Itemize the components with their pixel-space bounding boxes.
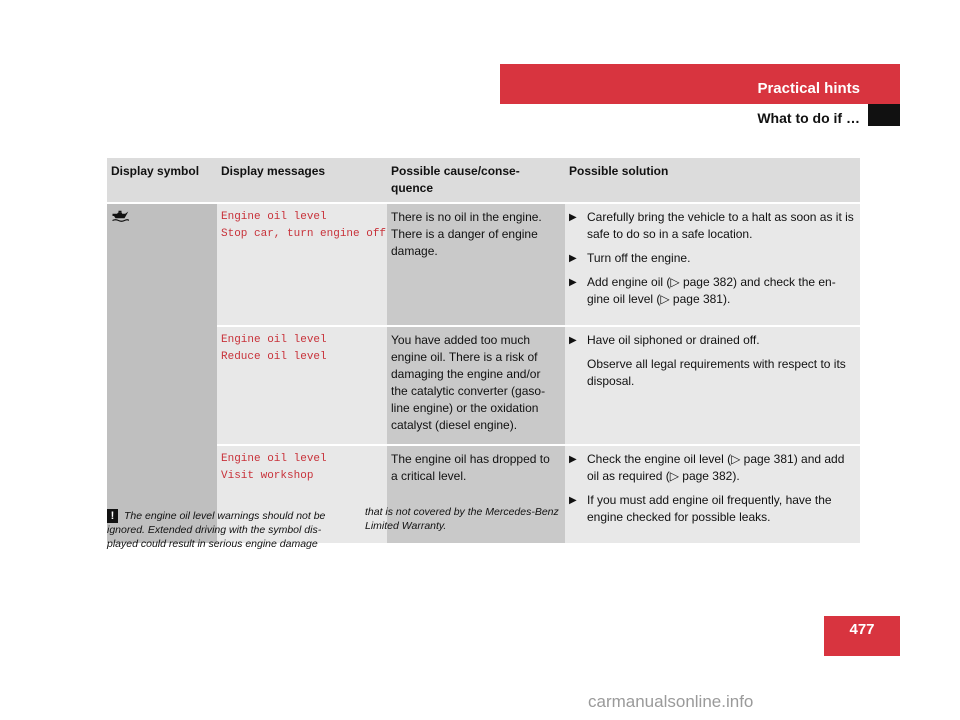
cause-cell: The engine oil has dropped to a critical level. bbox=[387, 445, 565, 543]
message-line: Reduce oil level bbox=[221, 351, 327, 363]
solution-cell bbox=[565, 203, 860, 326]
footnote-text-1: The engine oil level warnings should not be ignored. Extended driving with the symbol dis-played could result in serious engine damage bbox=[107, 510, 326, 550]
watermark: carmanualsonline.info bbox=[588, 692, 754, 711]
solution-text: If you must add engine oil frequently, have the engine checked for possible leaks. bbox=[587, 493, 832, 524]
step-arrow-icon: ▶ bbox=[569, 212, 577, 223]
solution-text: Add engine oil (▷ page 382) and check the en-gine oil level (▷ page 381). bbox=[587, 275, 836, 306]
solution-step bbox=[569, 332, 854, 349]
cause-cell: You have added too much engine oil. There is a risk of damaging the engine and/or the catalytic converter (gaso-line engine) or the oxidation catalyst (diesel engine). bbox=[387, 326, 565, 445]
message-line: Visit workshop bbox=[221, 470, 314, 482]
message-line: Engine oil level bbox=[221, 334, 327, 346]
section-title: Practical hints bbox=[757, 80, 860, 97]
solution-step bbox=[569, 250, 854, 267]
solution-text: Check the engine oil level (▷ page 381) and add oil as required (▷ page 382). bbox=[587, 452, 845, 483]
table-row bbox=[107, 326, 860, 445]
col-header-symbol: Display symbol bbox=[107, 158, 217, 203]
step-arrow-icon: ▶ bbox=[569, 495, 577, 506]
symbol-cell bbox=[107, 203, 217, 543]
footnote-part1 bbox=[107, 509, 347, 551]
step-arrow-icon: ▶ bbox=[569, 277, 577, 288]
solution-step bbox=[569, 209, 854, 243]
footnote-part2: that is not covered by the Mercedes-Benz Limited Warranty. bbox=[365, 506, 559, 532]
message-cell bbox=[217, 326, 387, 445]
solution-cell bbox=[565, 445, 860, 543]
solution-cell bbox=[565, 326, 860, 445]
solution-note: Observe all legal requirements with respect to its disposal. bbox=[587, 357, 846, 388]
step-arrow-icon: ▶ bbox=[569, 253, 577, 264]
solution-text: Have oil siphoned or drained off. bbox=[587, 333, 760, 347]
engine-oil-can-icon bbox=[111, 209, 129, 223]
warning-marker-icon: ! bbox=[107, 509, 118, 523]
header-tab-marker bbox=[868, 104, 900, 126]
message-line: Engine oil level bbox=[221, 453, 327, 465]
message-line: Stop car, turn engine off bbox=[221, 228, 387, 240]
table-row bbox=[107, 203, 860, 326]
display-messages-table bbox=[107, 158, 860, 543]
solution-text: Turn off the engine. bbox=[587, 251, 691, 265]
step-arrow-icon: ▶ bbox=[569, 454, 577, 465]
col-header-solution: Possible solution bbox=[565, 158, 860, 203]
subsection-title: What to do if … bbox=[757, 110, 860, 126]
col-header-messages: Display messages bbox=[217, 158, 387, 203]
col-header-cause: Possible cause/conse- quence bbox=[387, 158, 565, 203]
message-line: Engine oil level bbox=[221, 211, 327, 223]
message-cell bbox=[217, 203, 387, 326]
solution-text: Carefully bring the vehicle to a halt as soon as it is safe to do so in a safe location. bbox=[587, 210, 854, 241]
solution-step bbox=[569, 492, 854, 526]
solution-step bbox=[569, 451, 854, 485]
step-arrow-icon: ▶ bbox=[569, 335, 577, 346]
solution-step bbox=[569, 274, 854, 308]
page-number: 477 bbox=[824, 616, 900, 656]
cause-cell: There is no oil in the engine. There is a danger of engine damage. bbox=[387, 203, 565, 326]
